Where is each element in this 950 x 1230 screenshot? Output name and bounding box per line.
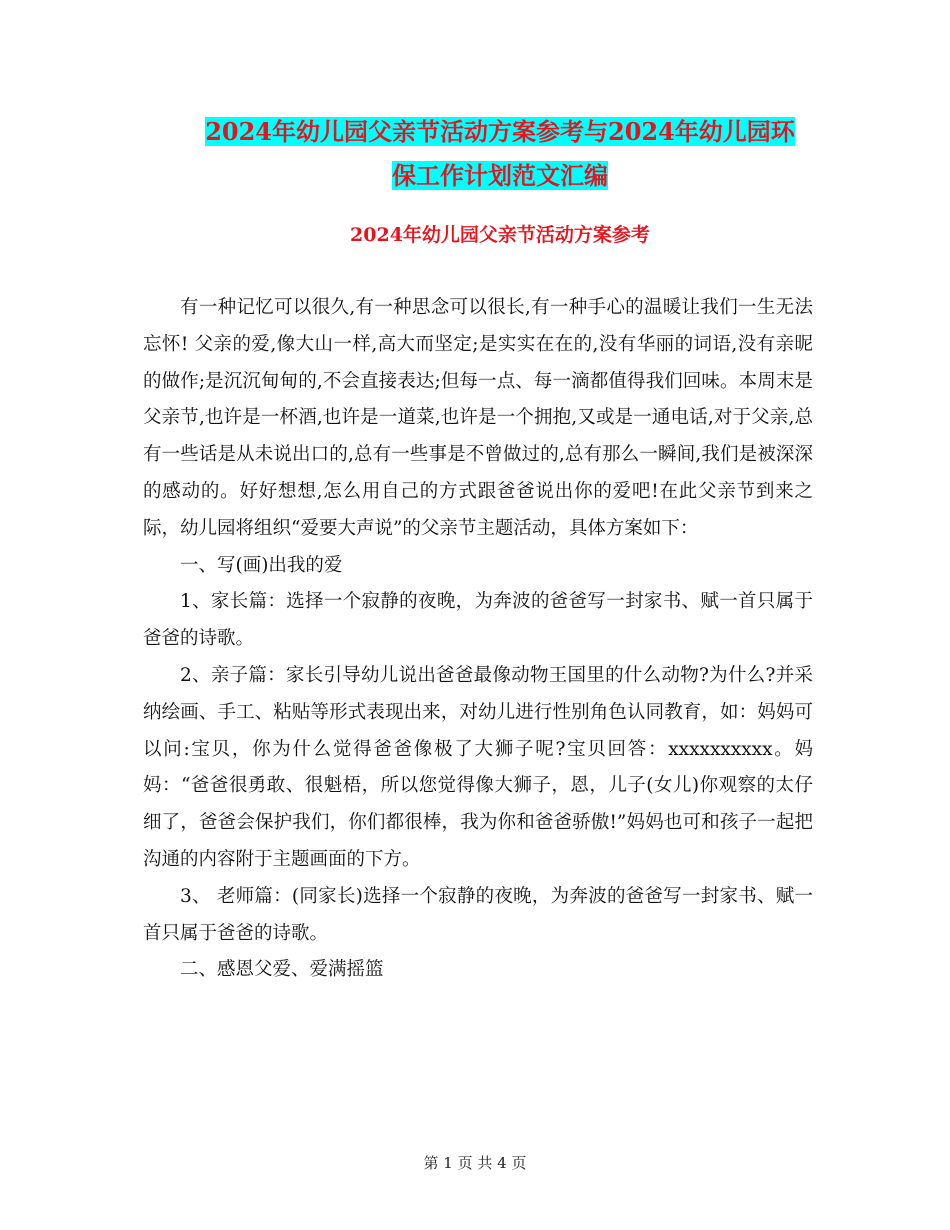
paragraph-intro: 有一种记忆可以很久,有一种思念可以很长,有一种手心的温暖让我们一生无法忘怀! 父亲的爱,像大山一样,高大而坚定;是实实在在的,没有华丽的词语,没有亲昵的做作;是沉沉甸甸的,不会直接表达;但每一点、每一滴都值得我们回味。本周末是父亲节,也许是一杯酒,也许是一道菜,也许是一个拥抱,又或是一通电话,对于父亲,总有一些话是从未说出口的,总有一些事是不曾做过的,总有那么一瞬间,我们是被深深的感动的。好好想想,怎么用自己的方式跟爸爸说出你的爱吧!在此父亲节到来之际，幼儿园将组织“爱要大声说”的父亲节主题活动，具体方案如下： [143, 297, 813, 539]
paragraph-parent-child: 2、亲子篇：家长引导幼儿说出爸爸最像动物王国里的什么动物?为什么?并采纳绘画、手工、粘贴等形式表现出来，对幼儿进行性别角色认同教育，如：妈妈可以问:宝贝，你为什么觉得爸爸像极了大狮子呢?宝贝回答：xxxxxxxxxx。妈妈：“爸爸很勇敢、很魁梧，所以您觉得像大狮子，恩，儿子(女儿)你观察的太仔细了，爸爸会保护我们，你们都很棒，我为你和爸爸骄傲!”妈妈也可和孩子一起把沟通的内容附于主题画面的下方。 [143, 664, 813, 870]
document-body [143, 290, 813, 989]
section-title: 2024年幼儿园父亲节活动方案参考 [350, 224, 650, 246]
document-title [140, 110, 860, 198]
paragraph-heading-1: 一、写(画)出我的爱 [180, 554, 343, 576]
document-title-line-2: 保工作计划范文汇编 [392, 161, 608, 190]
paragraph-heading-2: 二、感恩父爱、爱满摇篮 [180, 959, 384, 981]
page-number-footer: 第 1 页 共 4 页 [423, 1154, 527, 1172]
document-title-line-1: 2024年幼儿园父亲节活动方案参考与2024年幼儿园环 [205, 117, 795, 146]
paragraph-teacher: 3、 老师篇：(同家长)选择一个寂静的夜晚，为奔波的爸爸写一封家书、赋一首只属于爸爸的诗歌。 [143, 885, 813, 944]
paragraph-parent: 1、家长篇：选择一个寂静的夜晚，为奔波的爸爸写一封家书、赋一首只属于爸爸的诗歌。 [143, 591, 813, 650]
